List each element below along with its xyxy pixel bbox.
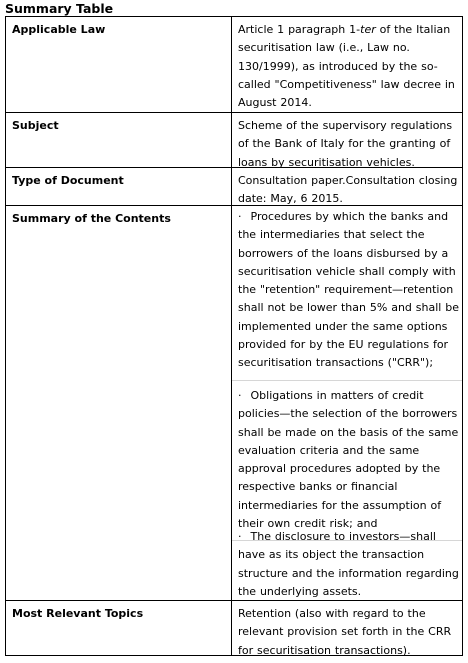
value-line — [238, 528, 458, 546]
value-line: the intermediaries that select the — [238, 228, 425, 242]
value-line: shall not be lower than 5% and shall be — [238, 301, 460, 315]
table-row-applicable-law — [6, 17, 462, 113]
value-line: Consultation paper.Consultation closing — [238, 174, 458, 187]
value-line: implemented under the same options — [238, 319, 448, 333]
value-line: called "Competitiveness" law decree in — [238, 77, 455, 91]
bullet-dot-icon: · — [238, 530, 242, 543]
value-line: borrowers of the loans disbursed by a — [238, 246, 449, 260]
value-line: 130/1999), as introduced by the so- — [238, 59, 438, 73]
value-line: shall be made on the basis of the same — [238, 425, 459, 439]
value-line: date: May, 6 2015. — [238, 192, 343, 206]
value-line: securitisation transactions ("CRR"); — [238, 356, 434, 369]
row-label-subject: Subject — [12, 119, 59, 132]
table-row-type-of-document — [6, 168, 462, 206]
value-line: the "retention" requirement—retention — [238, 283, 454, 296]
table-row-most-relevant-topics — [6, 601, 462, 656]
bullet-first-line: Obligations in matters of credit — [250, 389, 424, 402]
value-line: of the Bank of Italy for the granting of — [238, 137, 451, 151]
value-line: August 2014. — [238, 96, 312, 109]
value-line: policies—the selection of the borrowers — [238, 407, 458, 421]
value-line — [238, 387, 458, 405]
value-line: evaluation criteria and the same — [238, 443, 420, 457]
value-line: provided for by the EU regulations for — [238, 337, 449, 351]
bullet-dot-icon: · — [238, 389, 242, 402]
value-line: their own credit risk; and — [238, 516, 378, 530]
value-line — [238, 208, 458, 226]
value-line: Scheme of the supervisory regulations — [238, 119, 453, 132]
value-line: respective banks or financial — [238, 480, 398, 494]
summary-bullet-3 — [238, 528, 458, 601]
table-row-summary — [6, 206, 462, 601]
bullet-dot-icon: · — [238, 210, 242, 223]
row-value-applicable-law — [238, 21, 458, 112]
value-line: approval procedures adopted by the — [238, 462, 441, 475]
row-label-applicable-law: Applicable Law — [12, 23, 106, 36]
value-line: Retention (also with regard to the — [238, 607, 426, 620]
bullet-first-line: Procedures by which the banks and — [250, 210, 449, 223]
value-line: have as its object the transaction — [238, 548, 425, 562]
summary-table — [5, 16, 463, 656]
summary-bullet-1 — [238, 208, 458, 372]
row-value-type-of-document — [238, 172, 458, 209]
row-value-subject — [238, 117, 458, 172]
value-line: the underlying assets. — [238, 584, 362, 598]
row-label-summary: Summary of the Contents — [12, 212, 171, 225]
value-line: securitisation vehicle shall comply with — [238, 264, 456, 278]
row-label-most-relevant-topics: Most Relevant Topics — [12, 607, 144, 620]
value-line: for securitisation transactions). — [238, 643, 411, 657]
row-label-type-of-document: Type of Document — [12, 174, 124, 187]
value-line: intermediaries for the assumption of — [238, 498, 442, 512]
value-line: loans by securitisation vehicles. — [238, 155, 415, 169]
table-title: Summary Table — [5, 1, 114, 16]
table-row-subject — [6, 113, 462, 168]
row-value-most-relevant-topics — [238, 605, 458, 660]
value-line: structure and the information regarding — [238, 566, 459, 580]
value-line: relevant provision set forth in the CRR — [238, 625, 452, 639]
bullet-separator — [232, 380, 462, 381]
value-line: Article 1 paragraph 1-ter of the Italian — [238, 23, 451, 36]
value-line: securitisation law (i.e., Law no. — [238, 41, 410, 55]
summary-bullet-2 — [238, 387, 458, 533]
bullet-first-line: The disclosure to investors—shall — [250, 530, 436, 543]
